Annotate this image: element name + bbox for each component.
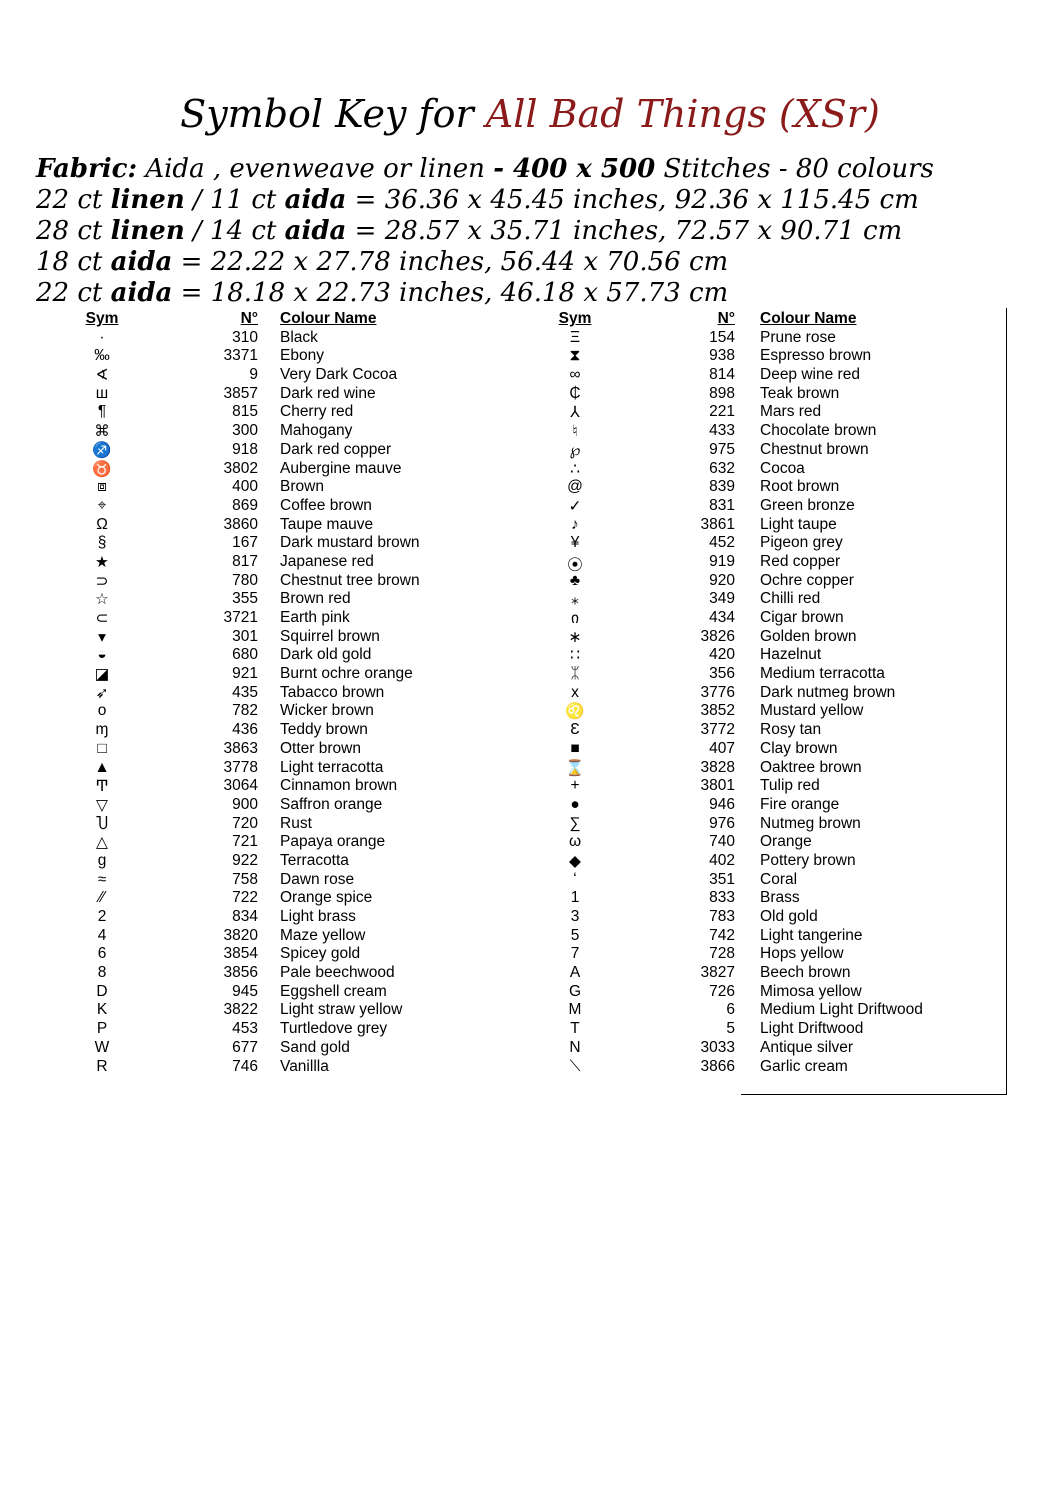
symbol-glyph: ℘	[569, 441, 581, 459]
symbol-glyph: o	[97, 702, 107, 720]
thread-number: 400	[232, 478, 258, 496]
colour-name: Turtledove grey	[280, 1020, 388, 1038]
header-colour-name: Colour Name	[280, 310, 377, 327]
thread-number: 742	[709, 926, 735, 944]
colour-name: Chestnut brown	[760, 440, 869, 458]
colour-name: Maze yellow	[280, 926, 366, 944]
symbol-glyph: ·	[99, 328, 105, 346]
thread-number: 782	[232, 702, 258, 720]
colour-name: Terracotta	[280, 851, 349, 869]
colour-name: Spicey gold	[280, 945, 361, 963]
thread-number: 3772	[700, 721, 735, 739]
colour-name: Light straw yellow	[280, 1001, 403, 1019]
colour-name: Teak brown	[760, 384, 840, 402]
size-line-22-linen	[36, 185, 919, 216]
thread-number: 436	[232, 721, 258, 739]
colour-name: Cigar brown	[760, 609, 844, 626]
colour-name: Pottery brown	[760, 851, 856, 869]
symbol-glyph: ¶	[97, 403, 107, 421]
fabric-line	[36, 154, 934, 185]
thread-number: 632	[709, 459, 735, 477]
colour-name: Dark nutmeg brown	[760, 683, 896, 701]
symbol-glyph: ◪	[94, 666, 110, 684]
size-fabric: aida	[110, 247, 173, 277]
colour-name: Espresso brown	[760, 347, 872, 365]
symbol-glyph: D	[96, 982, 108, 1000]
thread-number: 3822	[223, 1001, 258, 1019]
symbol-glyph: ■	[570, 739, 580, 757]
colour-name: Tabacco brown	[280, 683, 385, 701]
symbol-glyph: ◒	[97, 646, 107, 664]
symbol-glyph: ●	[570, 795, 580, 813]
colour-name: Hazelnut	[760, 646, 822, 664]
symbol-glyph: ʻ	[573, 870, 577, 888]
symbol-glyph: 2	[97, 908, 107, 925]
colour-name: Light taupe	[760, 515, 837, 533]
symbol-glyph: Ξ	[569, 328, 581, 346]
symbol-glyph: ∞	[569, 366, 581, 384]
thread-number: 817	[232, 552, 258, 570]
fabric-label: Fabric:	[36, 154, 138, 184]
thread-number: 3852	[700, 702, 735, 720]
colour-name: Vanillla	[280, 1057, 329, 1075]
colour-name: Chocolate brown	[760, 422, 877, 440]
thread-number: 3860	[223, 515, 258, 533]
table-border-right	[1006, 308, 1007, 1095]
size-line-22-aida	[36, 278, 728, 309]
colour-name: Orange	[760, 833, 812, 851]
symbol-glyph: ∢	[95, 367, 109, 385]
colour-name: Light terracotta	[280, 758, 384, 776]
thread-number: 938	[709, 347, 735, 365]
thread-number: 833	[709, 889, 735, 907]
size-fabric: aida	[284, 185, 347, 215]
colour-name: Clay brown	[760, 739, 838, 757]
size-dimensions: = 18.18 x 22.73 inches, 46.18 x 57.73 cm	[172, 278, 729, 308]
colour-name: Old gold	[760, 908, 818, 925]
colour-name: Antique silver	[760, 1038, 854, 1056]
size-line-18-aida	[36, 247, 728, 278]
symbol-glyph: ▽	[96, 796, 108, 814]
symbol-glyph: ⌛	[565, 759, 585, 777]
symbol-glyph: Ω	[96, 515, 108, 533]
thread-number: 3854	[223, 945, 258, 963]
thread-number: 3033	[700, 1038, 735, 1056]
symbol-glyph: ш	[95, 384, 109, 402]
size-fabric: aida	[110, 278, 173, 308]
size-dimensions: = 36.36 x 45.45 inches, 92.36 x 115.45 cm	[346, 185, 919, 215]
header-number: N°	[717, 310, 735, 327]
thread-number: 221	[709, 403, 735, 421]
colour-name: Nutmeg brown	[760, 814, 861, 832]
colour-name: Rosy tan	[760, 721, 822, 739]
colour-name: Tulip red	[760, 777, 820, 795]
thread-number: 351	[709, 870, 735, 888]
colour-name: Mars red	[760, 403, 822, 421]
symbol-glyph: ♣	[569, 571, 581, 589]
thread-number: 721	[232, 833, 258, 851]
thread-number: 680	[232, 646, 258, 664]
colour-name: Oaktree brown	[760, 758, 862, 776]
symbol-glyph: T	[570, 1020, 580, 1038]
symbol-glyph: @	[567, 478, 583, 496]
colour-name: Teddy brown	[280, 721, 368, 739]
symbol-glyph: ✓	[568, 497, 582, 515]
symbol-glyph: A	[569, 964, 581, 982]
symbol-glyph: +	[570, 777, 580, 795]
thread-number: 167	[232, 534, 258, 552]
page-title	[0, 92, 1060, 136]
colour-name: Taupe mauve	[280, 515, 374, 533]
thread-number: 3064	[223, 777, 258, 795]
header-sym: Sym	[85, 310, 119, 327]
thread-number: 831	[709, 496, 735, 514]
thread-number: 922	[232, 851, 258, 869]
size-fabric: linen	[110, 185, 185, 215]
colour-name: Saffron orange	[280, 795, 383, 813]
thread-number: 758	[232, 870, 258, 888]
colour-name: Light Driftwood	[760, 1020, 864, 1038]
symbol-glyph: ◆	[569, 852, 581, 870]
symbol-glyph: ∷	[570, 647, 580, 665]
thread-number: 976	[709, 814, 735, 832]
thread-number: 356	[709, 665, 735, 683]
symbol-glyph: ɱ	[95, 721, 109, 739]
thread-number: 946	[709, 795, 735, 813]
symbol-glyph: ▾	[98, 628, 106, 646]
colour-name: Dark red copper	[280, 440, 392, 458]
symbol-glyph: ♉	[92, 460, 112, 478]
colour-name: Chestnut tree brown	[280, 571, 420, 589]
colour-name: Dark red wine	[280, 384, 376, 402]
symbol-glyph: Ɛ	[570, 721, 580, 739]
symbol-glyph: ⁄⁄	[99, 889, 105, 907]
thread-number: 3778	[223, 758, 258, 776]
thread-number: 402	[709, 851, 735, 869]
thread-number: 407	[709, 739, 735, 757]
thread-number: 3866	[700, 1057, 735, 1075]
symbol-glyph: ω	[568, 833, 582, 851]
symbol-glyph: M	[568, 1001, 582, 1019]
colour-name: Cocoa	[760, 459, 805, 477]
symbol-glyph: ₵	[569, 384, 581, 402]
size-fabric: linen	[110, 216, 185, 246]
thread-number: 3820	[223, 926, 258, 944]
thread-number: 5	[726, 1020, 735, 1038]
symbol-glyph: ⅄	[570, 404, 580, 422]
colour-name: Hops yellow	[760, 945, 844, 963]
colour-name: Mimosa yellow	[760, 982, 862, 1000]
colour-name: Medium terracotta	[760, 665, 885, 683]
thread-number: 726	[709, 982, 735, 1000]
symbol-glyph: x	[571, 683, 579, 701]
thread-number: 728	[709, 945, 735, 963]
symbol-glyph: ⦿	[567, 556, 583, 574]
colour-name: Coffee brown	[280, 496, 372, 514]
header-sym: Sym	[558, 310, 592, 327]
thread-number: 839	[709, 478, 735, 496]
colour-name: Otter brown	[280, 739, 361, 757]
size-dimensions: = 22.22 x 27.78 inches, 56.44 x 70.56 cm	[172, 247, 729, 277]
fabric-rest: Stitches - 80 colours	[655, 154, 934, 184]
colour-name: Ochre copper	[760, 571, 854, 589]
colour-name: Light tangerine	[760, 926, 863, 944]
symbol-glyph: ≈	[97, 870, 107, 888]
thread-number: 300	[232, 422, 258, 440]
symbol-glyph: R	[96, 1057, 108, 1075]
colour-name: Very Dark Cocoa	[280, 366, 398, 384]
colour-name: Papaya orange	[280, 833, 386, 851]
size-count: 18 ct	[36, 247, 111, 277]
colour-name: Mustard yellow	[760, 702, 864, 720]
thread-number: 3856	[223, 964, 258, 982]
colour-name: Brass	[760, 889, 800, 907]
colour-name: Medium Light Driftwood	[760, 1001, 923, 1019]
thread-number: 310	[232, 328, 258, 346]
colour-name: Eggshell cream	[280, 982, 387, 1000]
colour-name: Brown red	[280, 590, 351, 608]
colour-name: Red copper	[760, 552, 841, 570]
symbol-glyph: G	[568, 982, 582, 1000]
thread-number: 3801	[700, 777, 735, 795]
symbol-glyph: Ͳ	[95, 778, 109, 796]
colour-name: Golden brown	[760, 627, 857, 645]
colour-name: Burnt ochre orange	[280, 665, 413, 683]
symbol-glyph: □	[97, 739, 107, 757]
symbol-glyph: ᛯ	[570, 665, 580, 683]
symbol-glyph: ♮	[572, 423, 578, 441]
symbol-glyph: 6	[97, 945, 107, 963]
thread-number: 420	[709, 646, 735, 664]
size-dimensions: = 28.57 x 35.71 inches, 72.57 x 90.71 cm	[346, 216, 903, 246]
symbol-glyph: 1	[570, 889, 580, 907]
thread-number: 722	[232, 889, 258, 907]
colour-name: Sand gold	[280, 1038, 350, 1056]
symbol-glyph: ⊂	[95, 610, 109, 627]
symbol-glyph: ★	[95, 553, 109, 571]
fabric-text: Aida , evenweave or linen	[137, 154, 494, 184]
symbol-glyph: ⁎	[571, 591, 579, 609]
colour-name: Beech brown	[760, 964, 851, 982]
thread-number: 900	[232, 795, 258, 813]
size-count: 22 ct	[36, 278, 111, 308]
fabric-size: - 400 x 500	[493, 154, 656, 184]
thread-number: 433	[709, 422, 735, 440]
size-count: 22 ct	[36, 185, 111, 215]
header-number: N°	[240, 310, 258, 327]
thread-number: 3827	[700, 964, 735, 982]
thread-number: 898	[709, 384, 735, 402]
symbol-glyph: W	[94, 1038, 110, 1056]
thread-number: 740	[709, 833, 735, 851]
thread-number: 3861	[700, 515, 735, 533]
size-count: / 11 ct	[184, 185, 285, 215]
symbol-glyph: 5	[570, 926, 580, 944]
colour-name: Pale beechwood	[280, 964, 395, 982]
thread-number: 453	[232, 1020, 258, 1038]
thread-number: 3857	[223, 384, 258, 402]
symbol-glyph: ⌖	[97, 496, 107, 514]
size-count: 28 ct	[36, 216, 111, 246]
thread-number: 780	[232, 571, 258, 589]
thread-number: 814	[709, 366, 735, 384]
colour-name: Dark mustard brown	[280, 534, 420, 552]
symbol-glyph: ♐	[92, 441, 112, 459]
thread-number: 154	[709, 328, 735, 346]
symbol-glyph: Ⴎ	[95, 815, 109, 833]
thread-number: 6	[726, 1001, 735, 1019]
symbol-glyph: N	[569, 1038, 581, 1056]
size-line-28-linen	[36, 216, 902, 247]
colour-name: Root brown	[760, 478, 840, 496]
colour-name: Deep wine red	[760, 366, 860, 384]
header-colour-name: Colour Name	[760, 310, 857, 327]
colour-name: Mahogany	[280, 422, 353, 440]
thread-number: 434	[709, 609, 735, 626]
thread-number: 3826	[700, 627, 735, 645]
symbol-glyph: 3	[570, 908, 580, 925]
colour-name: Japanese red	[280, 552, 374, 570]
colour-name: Brown	[280, 478, 324, 496]
thread-number: 9	[249, 366, 258, 384]
thread-number: 869	[232, 496, 258, 514]
colour-name: Garlic cream	[760, 1057, 848, 1075]
colour-name: Pigeon grey	[760, 534, 843, 552]
colour-name: Squirrel brown	[280, 627, 380, 645]
colour-name: Chilli red	[760, 590, 821, 608]
title-pattern-name: All Bad Things (XSr)	[485, 92, 880, 136]
colour-name: Cherry red	[280, 403, 354, 421]
colour-name: Earth pink	[280, 609, 350, 626]
colour-name: Aubergine mauve	[280, 459, 402, 477]
symbol-glyph: ∴	[570, 460, 580, 478]
thread-number: 349	[709, 590, 735, 608]
symbol-glyph: ‰	[94, 347, 110, 365]
size-count: / 14 ct	[184, 216, 285, 246]
symbol-glyph: P	[96, 1020, 108, 1038]
symbol-glyph: ⧗	[569, 347, 581, 365]
size-fabric: aida	[284, 216, 347, 246]
thread-number: 920	[709, 571, 735, 589]
colour-name: Wicker brown	[280, 702, 374, 720]
symbol-glyph: ი	[570, 610, 580, 627]
symbol-glyph: §	[97, 534, 107, 552]
symbol-glyph: ⧈	[97, 478, 107, 496]
thread-number: 746	[232, 1057, 258, 1075]
thread-number: 435	[232, 683, 258, 701]
colour-name: Orange spice	[280, 889, 373, 907]
symbol-glyph: 4	[97, 926, 107, 944]
thread-number: 3721	[223, 609, 258, 626]
colour-name: Dark old gold	[280, 646, 372, 664]
colour-name: Light brass	[280, 908, 356, 925]
symbol-glyph: ∗	[568, 628, 582, 646]
colour-name: Rust	[280, 814, 312, 832]
symbol-glyph: 7	[570, 945, 580, 963]
table-border-bottom	[741, 1094, 1007, 1095]
thread-number: 834	[232, 908, 258, 925]
symbol-glyph: ♪	[571, 515, 579, 533]
thread-number: 3802	[223, 459, 258, 477]
colour-name: Black	[280, 328, 318, 346]
symbol-glyph: ⌘	[94, 423, 110, 441]
colour-name: Prune rose	[760, 328, 836, 346]
symbol-glyph: 8	[97, 964, 107, 982]
thread-number: 3828	[700, 758, 735, 776]
title-prefix: Symbol Key for	[180, 92, 474, 136]
thread-number: 921	[232, 665, 258, 683]
symbol-glyph: △	[96, 834, 108, 852]
thread-number: 3776	[700, 683, 735, 701]
symbol-glyph: ¥	[570, 534, 580, 552]
thread-number: 918	[232, 440, 258, 458]
thread-number: 783	[709, 908, 735, 925]
thread-number: 301	[232, 627, 258, 645]
symbol-glyph: ☆	[95, 591, 109, 609]
thread-number: 815	[232, 403, 258, 421]
thread-number: 720	[232, 814, 258, 832]
symbol-glyph: ∑	[569, 814, 581, 832]
colour-name: Coral	[760, 870, 798, 888]
thread-number: 919	[709, 552, 735, 570]
thread-number: 3371	[223, 347, 258, 365]
symbol-glyph: ⊃	[95, 572, 109, 590]
thread-number: 975	[709, 440, 735, 458]
colour-name: Cinnamon brown	[280, 777, 398, 795]
symbol-glyph: ▲	[94, 758, 110, 776]
symbol-glyph: K	[96, 1001, 108, 1019]
symbol-glyph: ♌	[565, 703, 585, 721]
colour-name: Ebony	[280, 347, 324, 365]
symbol-glyph: ⟍	[569, 1057, 581, 1075]
colour-name: Green bronze	[760, 496, 855, 514]
symbol-glyph: ➶	[95, 684, 109, 702]
thread-number: 945	[232, 982, 258, 1000]
thread-number: 355	[232, 590, 258, 608]
colour-name: Dawn rose	[280, 870, 355, 888]
thread-number: 3863	[223, 739, 258, 757]
symbol-glyph: g	[97, 851, 107, 869]
thread-number: 677	[232, 1038, 258, 1056]
thread-number: 452	[709, 534, 735, 552]
colour-name: Fire orange	[760, 795, 840, 813]
